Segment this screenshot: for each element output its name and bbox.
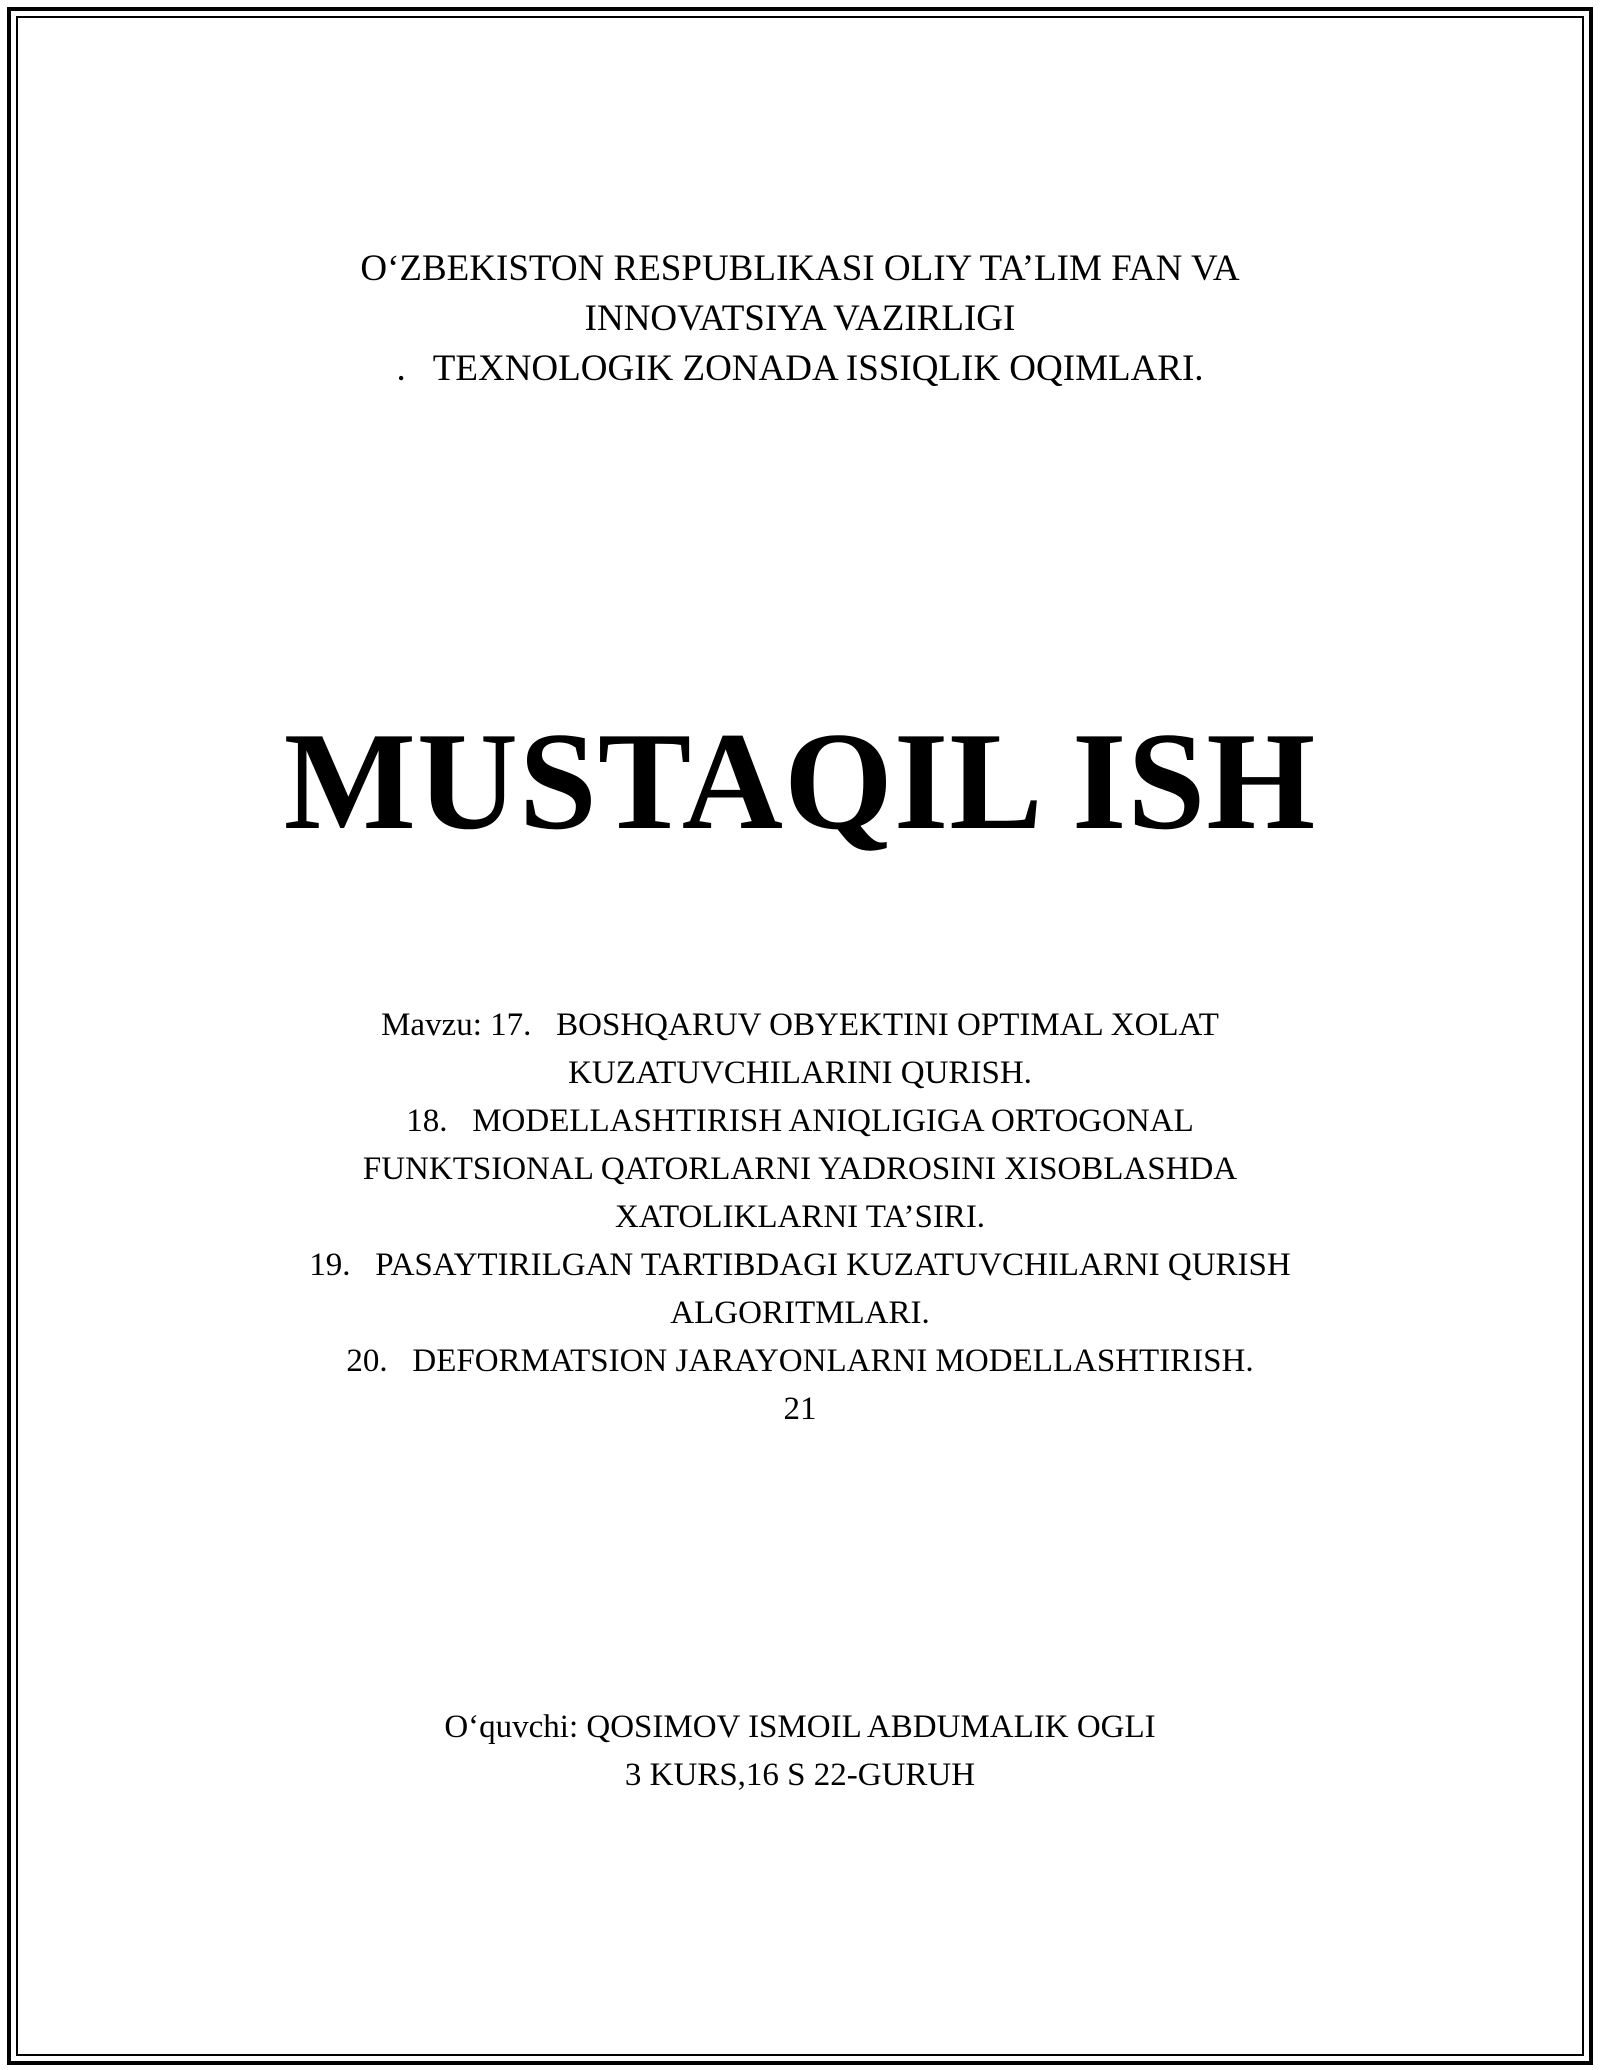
header-line: . TEXNOLOGIK ZONADA ISSIQLIK OQIMLARI. [396,348,1204,389]
document-title: MUSTAQIL ISH [283,704,1317,859]
student-info [0,1703,1600,1799]
student-name: O‘quvchi: QOSIMOV ISMOIL ABDUMALIK OGLI [444,1709,1156,1745]
topic-line: KUZATUVCHILARINI QURISH. [568,1055,1032,1091]
topic-line: 18. MODELLASHTIRISH ANIQLIGIGA ORTOGONAL [406,1103,1194,1139]
topic-line: Mavzu: 17. BOSHQARUV OBYEKTINI OPTIMAL XOLAT [381,1007,1219,1043]
ministry-header [0,244,1600,394]
topic-line: 21 [783,1391,817,1427]
topic-line: ALGORITMLARI. [670,1295,930,1331]
header-line: O‘ZBEKISTON RESPUBLIKASI OLIY TA’LIM FAN VA [360,248,1240,289]
student-group: 3 KURS,16 S 22-GURUH [624,1757,976,1793]
topic-line: 19. PASAYTIRILGAN TARTIBDAGI KUZATUVCHILARNI QURISH [309,1247,1291,1283]
header-line: INNOVATSIYA VAZIRLIGI [584,298,1016,339]
topic-line: FUNKTSIONAL QATORLARNI YADROSINI XISOBLASHDA [362,1151,1238,1187]
topic-line: 20. DEFORMATSION JARAYONLARNI MODELLASHTIRISH. [346,1343,1254,1379]
topics-list [0,1001,1600,1433]
topic-line: XATOLIKLARNI TA’SIRI. [614,1199,986,1235]
